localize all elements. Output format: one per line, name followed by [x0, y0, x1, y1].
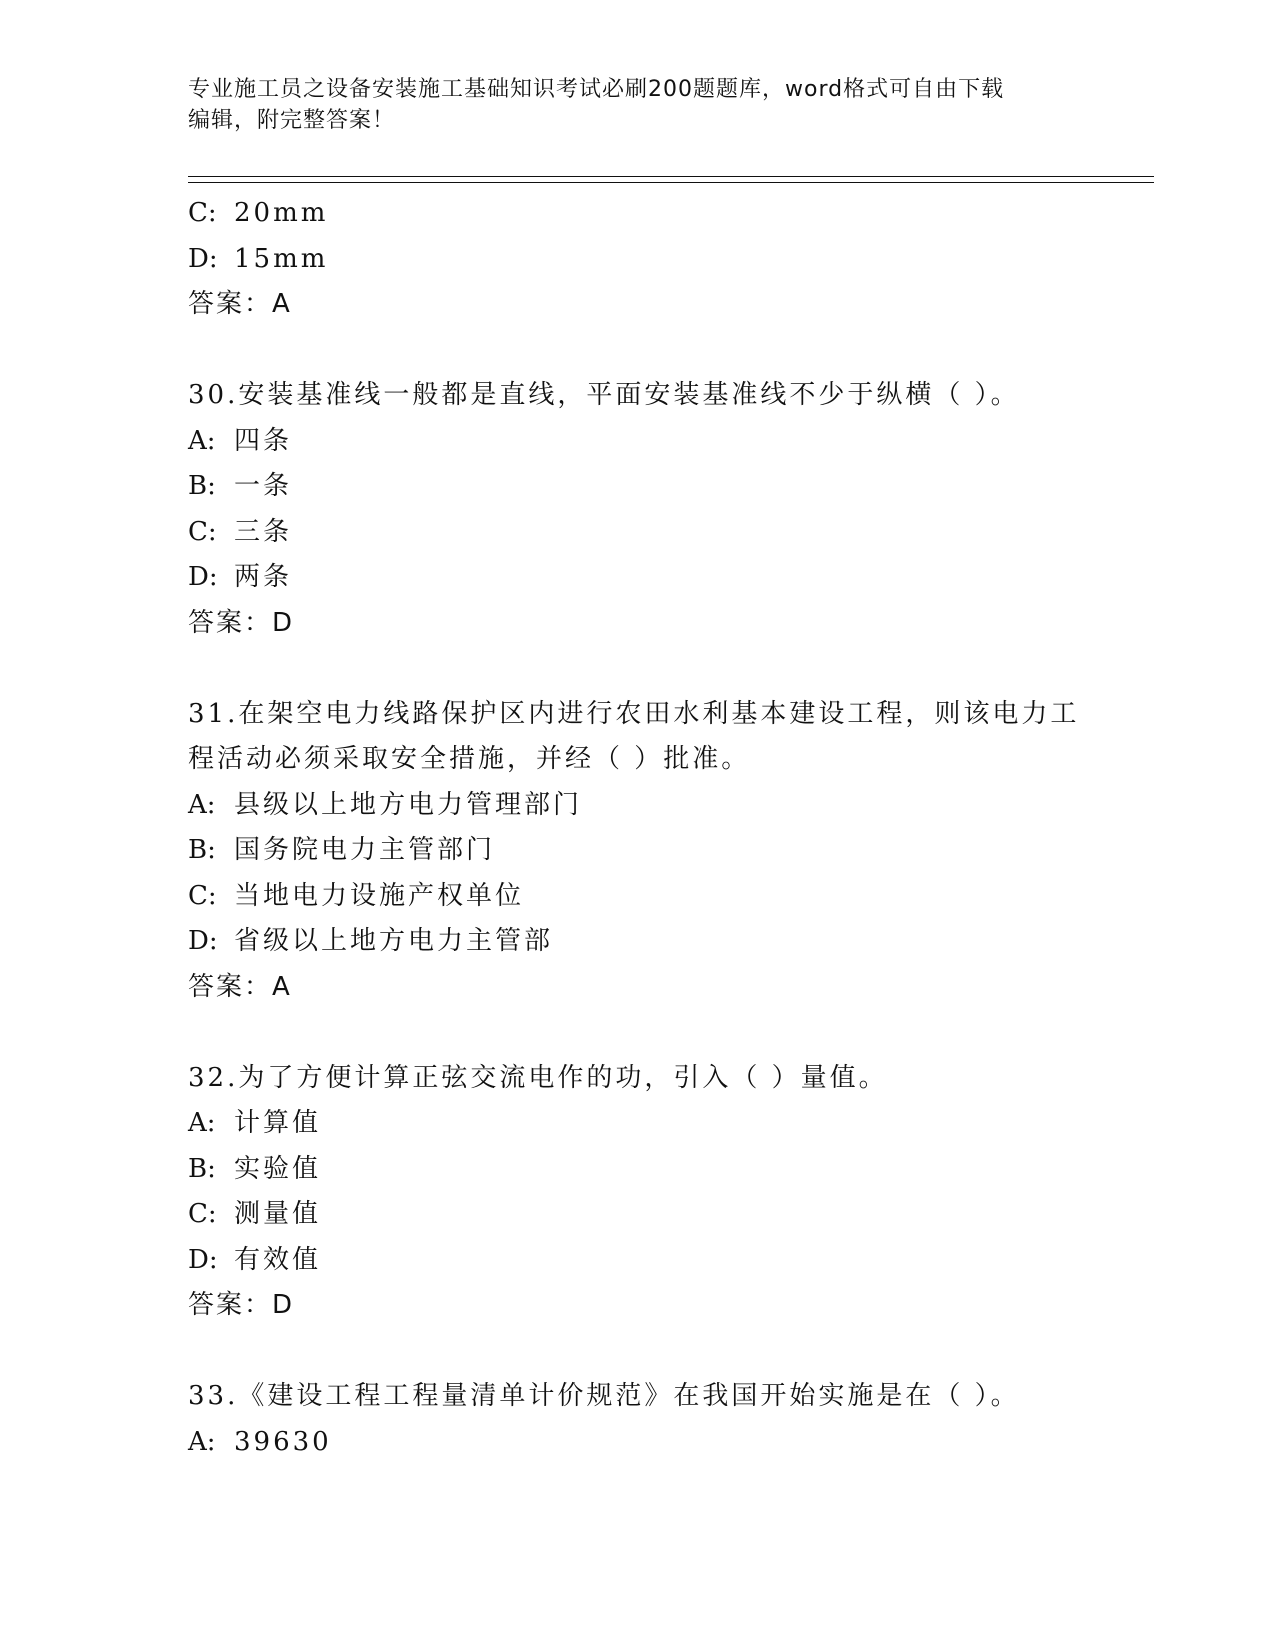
option-text: 一条 — [234, 471, 293, 501]
option-d — [188, 1238, 1148, 1284]
option-c — [188, 510, 1148, 556]
option-label: B: — [188, 835, 216, 865]
option-label: B: — [188, 1153, 216, 1184]
spacer — [188, 1329, 1148, 1375]
option-text: 两条 — [234, 562, 293, 592]
option-a — [188, 783, 1148, 829]
option-label: D: — [188, 562, 218, 592]
document-header — [188, 74, 1068, 136]
option-a — [188, 1420, 1148, 1466]
option-label: C: — [188, 516, 217, 547]
option-a — [188, 419, 1148, 465]
question-stem: 33.《建设工程工程量清单计价规范》在我国开始实施是在（ ）。 — [188, 1381, 1020, 1411]
spacer — [188, 328, 1148, 374]
question-32 — [188, 1056, 1148, 1329]
option-d — [188, 555, 1148, 601]
option-label: A: — [188, 789, 216, 820]
option-label: D: — [188, 243, 218, 274]
option-c — [188, 191, 1148, 237]
option-label: C: — [188, 880, 217, 911]
option-text: 20mm — [234, 198, 329, 228]
question-31 — [188, 692, 1148, 1011]
option-label: A: — [188, 1426, 216, 1457]
option-text: 国务院电力主管部门 — [234, 835, 496, 865]
question-stem: 31.在架空电力线路保护区内进行农田水利基本建设工程，则该电力工 — [188, 698, 1080, 729]
question-stem: 32.为了方便计算正弦交流电作的功，引入（ ）量值。 — [188, 1062, 888, 1093]
option-d — [188, 919, 1148, 965]
option-label: A: — [188, 1108, 216, 1138]
option-text: 计算值 — [234, 1108, 322, 1138]
option-text: 有效值 — [234, 1244, 322, 1275]
option-label: C: — [188, 198, 217, 228]
option-label: A: — [188, 425, 216, 456]
option-b — [188, 464, 1148, 510]
answer-line: 答案：A — [188, 289, 292, 319]
header-rule-top — [188, 176, 1154, 177]
question-33 — [188, 1374, 1148, 1465]
option-text: 测量值 — [234, 1199, 322, 1229]
option-text: 当地电力设施产权单位 — [234, 880, 525, 911]
option-b — [188, 1147, 1148, 1193]
option-text: 15mm — [234, 243, 329, 274]
option-text: 实验值 — [234, 1153, 322, 1184]
option-c — [188, 874, 1148, 920]
option-text: 四条 — [234, 425, 293, 456]
option-text: 省级以上地方电力主管部 — [234, 926, 554, 956]
question-stem: 30.安装基准线一般都是直线，平面安装基准线不少于纵横（ ）。 — [188, 380, 1020, 410]
answer-line: 答案：D — [188, 1290, 295, 1320]
option-text: 县级以上地方电力管理部门 — [234, 789, 583, 820]
question-content — [188, 191, 1148, 1465]
option-text: 三条 — [234, 516, 293, 547]
option-text: 39630 — [234, 1426, 332, 1457]
option-label: D: — [188, 1244, 218, 1275]
previous-question-tail — [188, 191, 1148, 328]
question-30 — [188, 373, 1148, 646]
header-line-2: 编辑，附完整答案！ — [188, 108, 396, 133]
answer-line: 答案：D — [188, 607, 295, 638]
spacer — [188, 646, 1148, 692]
spacer — [188, 1010, 1148, 1056]
question-stem-continued: 程活动必须采取安全措施，并经（ ）批准。 — [188, 744, 751, 774]
answer-line: 答案：A — [188, 971, 292, 1002]
header-rule-bottom — [188, 182, 1154, 183]
option-b — [188, 828, 1148, 874]
option-d — [188, 237, 1148, 283]
header-line-1: 专业施工员之设备安装施工基础知识考试必刷200题题库，word格式可自由下载 — [188, 77, 1005, 102]
option-label: B: — [188, 471, 216, 501]
option-label: D: — [188, 926, 218, 956]
option-label: C: — [188, 1199, 217, 1229]
option-c — [188, 1192, 1148, 1238]
option-a — [188, 1101, 1148, 1147]
